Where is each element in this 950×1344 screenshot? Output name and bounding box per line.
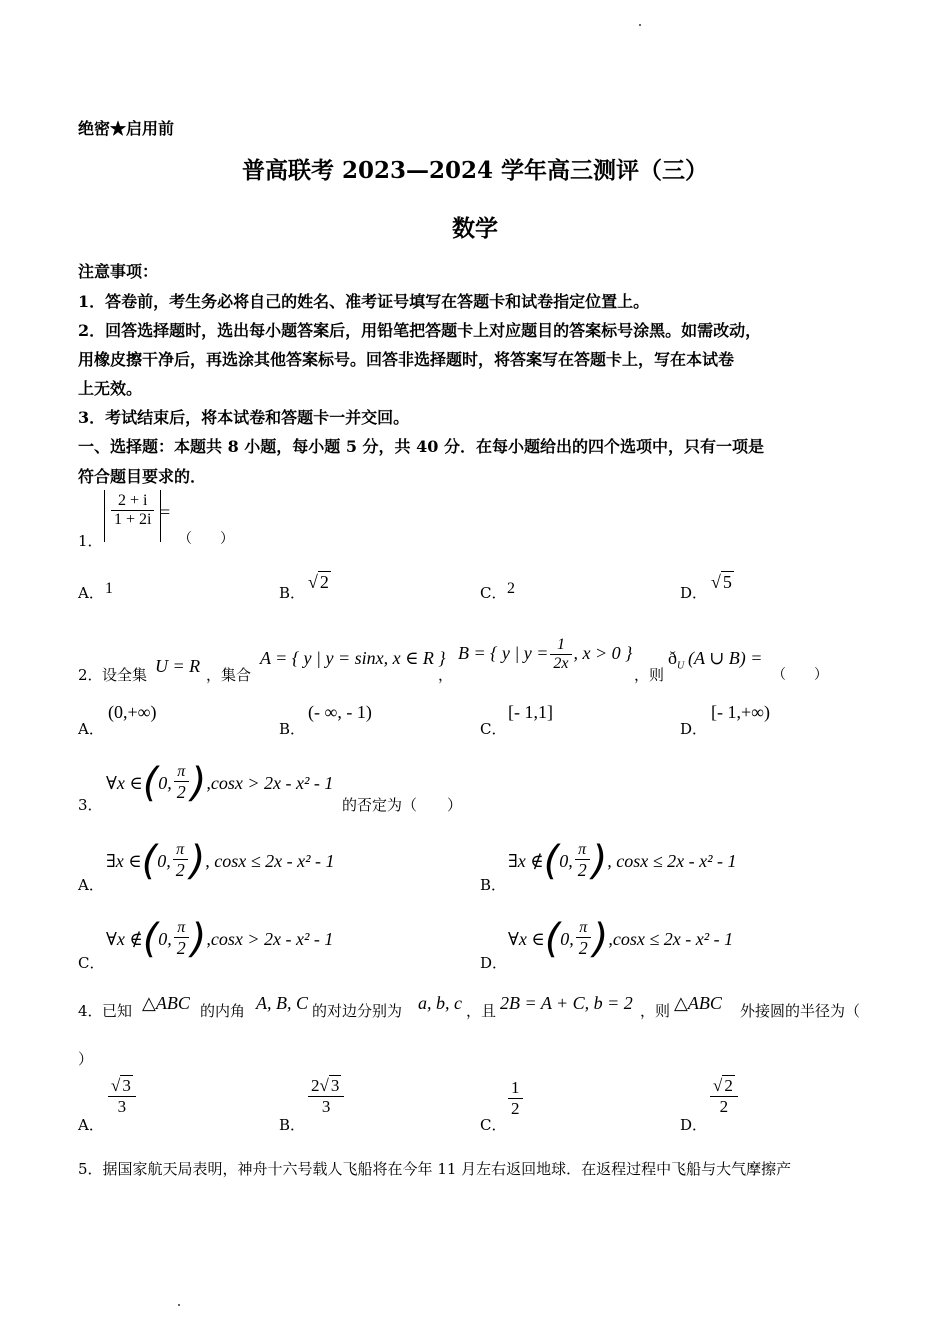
q2-universal-set: U = R (155, 656, 201, 676)
q3-option-d-right-paren: ) (592, 916, 609, 962)
q3-option-c-two: 2 (176, 938, 186, 959)
q1-numerator: 2 + i (111, 492, 154, 511)
scan-dot (178, 1304, 180, 1306)
exam-title: 普高联考 2023—2024 学年高三测评（三） (241, 157, 709, 184)
q4-option-c-denominator: 2 (511, 1098, 520, 1118)
q3-option-a-value (106, 836, 335, 886)
q3-option-c-inequality: ,cosx > 2x - x² - 1 (206, 928, 334, 949)
q3-option-a-fraction (173, 841, 188, 881)
q1-equals: = (160, 502, 171, 522)
q4-option-c-numerator: 1 (508, 1078, 523, 1099)
q4-option-d-fraction (710, 1076, 738, 1116)
q4-option-b-coef: 2 (311, 1076, 320, 1095)
q3-option-a-two: 2 (175, 860, 185, 881)
scan-dot (639, 24, 641, 26)
q4-option-d-label: D． (680, 1116, 708, 1134)
q1-option-c-value: 2 (507, 580, 515, 597)
q3-option-b-value (508, 836, 737, 886)
q4-triangle-2: △ABC (674, 993, 722, 1013)
q4-option-d-radicand: 2 (724, 1076, 733, 1095)
q2-option-a-label: A． (78, 720, 104, 738)
q4-option-b-label: B． (279, 1116, 306, 1134)
q3-option-c-value (106, 914, 333, 964)
q2-complement-symbol: ð (668, 648, 677, 668)
q4-option-a-denominator: 3 (117, 1096, 127, 1116)
q3-statement (106, 758, 333, 808)
q1-option-d-radicand: 5 (722, 572, 732, 592)
q4-option-b-radicand: 3 (330, 1076, 340, 1095)
q4-text-5: ，则 (640, 1002, 671, 1020)
q2-set-b-numerator: 1 (550, 636, 571, 655)
q4-text-2: 的内角 (200, 1002, 246, 1020)
q3-option-a-interval-left: 0, (157, 850, 171, 871)
q3-option-a-left-paren: ( (141, 838, 158, 884)
q3-option-c-fraction (174, 919, 189, 959)
q4-option-d-denominator: 2 (719, 1096, 729, 1116)
q3-option-d-label: D． (480, 954, 508, 972)
q3-option-c-right-paren: ) (190, 916, 207, 962)
note-item: 2．回答选择题时，选出每小题答案后，用铅笔把答题卡上对应题目的答案标号涂黑。如需改动， (78, 321, 762, 340)
q4-option-b-numerator: 2√ 3 (308, 1076, 344, 1097)
q4-option-b-fraction (308, 1076, 344, 1116)
section-heading: 一、选择题：本题共 8 小题，每小题 5 分，共 40 分．在每小题给出的四个选项中，只有一项是 (78, 437, 764, 456)
q4-option-c-fraction (508, 1078, 523, 1118)
q3-option-c-label: C． (78, 954, 105, 972)
q2-text-3: ，则 (634, 666, 665, 684)
q2-option-b-value: (- ∞, - 1) (308, 702, 372, 722)
q3-option-b-pi: π (575, 841, 590, 860)
q3-option-a-pi: π (173, 841, 188, 860)
notes-heading: 注意事项： (78, 262, 159, 281)
q4-option-a-numerator: √ 3 (108, 1076, 136, 1097)
q2-option-b-label: B． (279, 720, 306, 738)
q2-set-b-prefix: B = { y | y = (458, 643, 549, 664)
q1-option-a-value: 1 (105, 580, 113, 597)
q2-complement-sub: U (677, 660, 685, 672)
q1-option-b-value: √ 2 (308, 572, 329, 592)
q3-option-d-two: 2 (578, 938, 588, 959)
q2-number: 2． (78, 666, 103, 684)
q3-option-a-right-paren: ) (189, 838, 206, 884)
q4-close-paren: ） (78, 1050, 94, 1068)
q3-option-d-pi: π (576, 919, 591, 938)
q5-text: 5．据国家航天局表明，神舟十六号载人飞船将在今年 11 月左右返回地球．在返程过程中飞船与大气摩擦产 (78, 1160, 792, 1178)
q1-number: 1． (78, 532, 103, 550)
q4-option-d-numerator: √ 2 (710, 1076, 738, 1097)
q1-fraction (111, 492, 154, 530)
q3-left-paren: ( (142, 760, 159, 806)
q3-option-b-fraction (575, 841, 590, 881)
q3-option-c-left-paren: ( (142, 916, 159, 962)
q3-tail: 的否定为（ ） (342, 796, 463, 814)
q3-option-d-interval-left: 0, (560, 928, 574, 949)
q3-option-b-quantifier: ∃x ∉ (508, 850, 544, 871)
q1-option-b-radicand: 2 (319, 572, 329, 592)
note-item: 用橡皮擦干净后，再选涂其他答案标号。回答非选择题时，将答案写在答题卡上，写在本试卷 (78, 350, 735, 369)
q1-option-d-label: D． (680, 584, 708, 602)
q3-quantifier: ∀x ∈ (106, 772, 143, 793)
q2-text-1: 设全集 (102, 666, 148, 684)
q3-option-d-left-paren: ( (544, 916, 561, 962)
note-item: 1．答卷前，考生务必将自己的姓名、准考证号填写在答题卡和试卷指定位置上。 (78, 292, 650, 311)
q3-option-b-inequality: , cosx ≤ 2x - x² - 1 (607, 850, 737, 871)
note-item: 上无效。 (78, 379, 143, 398)
q3-pi: π (174, 763, 189, 782)
q2-complement (668, 648, 684, 672)
q1-option-d-value: √ 5 (711, 572, 732, 592)
exam-subject: 数学 (452, 215, 498, 242)
q1-option-c-label: C． (480, 584, 507, 602)
q4-option-a-label: A． (78, 1116, 104, 1134)
q2-option-d-label: D． (680, 720, 708, 738)
q1-abs-value (104, 490, 161, 542)
q2-option-c-value: [- 1,1] (508, 702, 553, 722)
q2-comma: ， (438, 666, 454, 684)
q3-inequality: ,cosx > 2x - x² - 1 (206, 772, 334, 793)
q3-option-c-interval-left: 0, (158, 928, 172, 949)
q2-set-a: A = { y | y = sinx, x ∈ R } (260, 648, 446, 668)
q3-option-b-right-paren: ) (591, 838, 608, 884)
q3-option-d-inequality: ,cosx ≤ 2x - x² - 1 (608, 928, 734, 949)
q2-option-a-value: (0,+∞) (108, 702, 157, 722)
q2-expression: (A ∪ B) = (688, 648, 763, 668)
q3-option-c-quantifier: ∀x ∉ (106, 928, 143, 949)
q4-triangle: △ABC (142, 993, 190, 1013)
q3-option-d-quantifier: ∀x ∈ (508, 928, 545, 949)
q3-right-paren: ) (190, 760, 207, 806)
q4-angles: A, B, C (256, 993, 308, 1013)
q4-number: 4． (78, 1002, 103, 1020)
q1-option-a-label: A． (78, 584, 104, 602)
q1-blank: （ ） (178, 531, 234, 547)
q4-sides: a, b, c (418, 993, 462, 1013)
q4-option-a-radicand: 3 (122, 1076, 131, 1095)
note-item: 3．考试结束后，将本试卷和答题卡一并交回。 (78, 408, 410, 427)
q2-set-b-denominator: 2x (553, 655, 569, 673)
q2-set-b (458, 636, 632, 674)
q2-set-b-suffix: , x > 0 } (573, 643, 633, 664)
q3-option-d-fraction (576, 919, 591, 959)
q3-option-b-label: B． (480, 876, 507, 894)
q2-blank: （ ） (772, 667, 828, 683)
q3-option-a-inequality: , cosx ≤ 2x - x² - 1 (205, 850, 335, 871)
q4-option-c-label: C． (480, 1116, 507, 1134)
q3-pi-over-2 (174, 763, 189, 803)
q2-option-d-value: [- 1,+∞) (711, 702, 770, 722)
q1-denominator: 1 + 2i (114, 511, 152, 529)
q3-number: 3． (78, 796, 103, 814)
q3-interval-left: 0, (158, 772, 172, 793)
q1-option-b-label: B． (279, 584, 306, 602)
q3-option-a-label: A． (78, 876, 104, 894)
q2-set-b-fraction (550, 636, 571, 674)
q4-text-6: 外接圆的半径为（ (740, 1002, 861, 1020)
q4-text-4: ，且 (466, 1002, 497, 1020)
q2-option-c-label: C． (480, 720, 507, 738)
q2-text-2: ，集合 (206, 666, 252, 684)
q4-text-3: 的对边分别为 (312, 1002, 403, 1020)
q3-option-c-pi: π (174, 919, 189, 938)
section-heading-cont: 符合题目要求的． (78, 467, 207, 486)
q4-option-a-fraction (108, 1076, 136, 1116)
q3-option-b-two: 2 (577, 860, 587, 881)
q3-option-b-interval-left: 0, (559, 850, 573, 871)
q3-option-d-value (508, 914, 733, 964)
q4-condition: 2B = A + C, b = 2 (500, 993, 633, 1013)
q3-option-a-quantifier: ∃x ∈ (106, 850, 142, 871)
q4-text-1: 已知 (102, 1002, 133, 1020)
q3-option-b-left-paren: ( (543, 838, 560, 884)
secret-label: 绝密★启用前 (78, 119, 175, 138)
q3-two: 2 (176, 782, 186, 803)
q4-option-b-denominator: 3 (321, 1096, 331, 1116)
